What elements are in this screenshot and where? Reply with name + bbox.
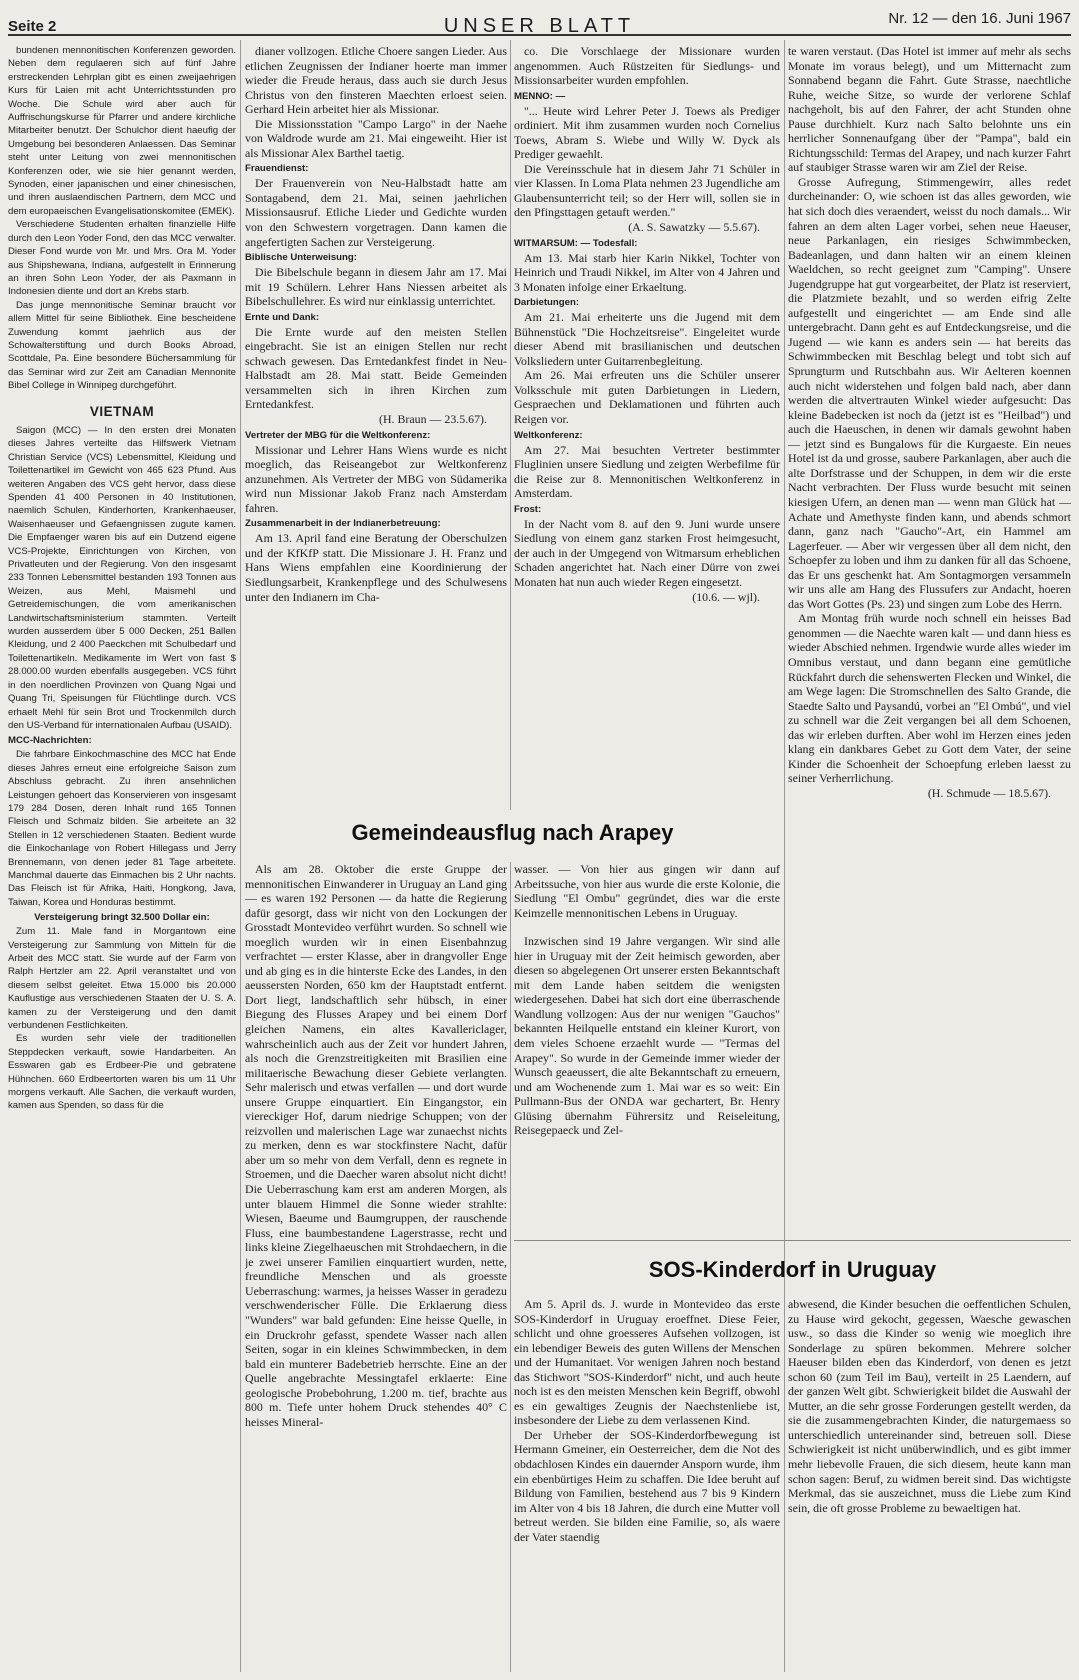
column-1 xyxy=(8,44,236,1674)
section-label: Vertreter der MBG für die Weltkonferenz: xyxy=(245,429,431,441)
paragraph: Am Montag früh wurde noch schnell ein heisses Bad genommen — die Naechte waren kalt — und dann hiess es wieder Abschied nehmen. Irgendwie wurde alles wieder im Omnibus verstaut, und dann begann eine gemütliche Rückfahrt durch die sehenswerten Flecken und Winkel, die am Wege lagen: Die Stromschnellen des Salto Grande, die Staedte Salto und Paysandú, vorbei an "El Ombú", und viel zu schnell war die Zeit vergangen bei all dem Schoenen, das wir erleben durften. Aber wohl im Herzen eines jeden klang ein dankbares Gebet zu Gott dem Vater, der seine Kinder die Schoenheit der Schoepfung erleben laesst zu seiner Verherrlichung. xyxy=(788,611,1071,786)
page-number: Seite 2 xyxy=(8,18,57,35)
paragraph: Als am 28. Oktober die erste Gruppe der mennonitischen Einwanderer in Uruguay an Land ging — es waren 192 Personen — da hatte die Regierung dafür gesorgt, dass wir nicht von den Lockungen der Grosstadt Montevideo verführt wurden. So schnell wie moeglich wurden wir in einen Eisenbahnzug verfrachtet — erster Klasse, aber in drangvoller Enge und ab ging es in die hinterste Ecke des Landes, in den aeussersten Norden, 650 km der Hauptstadt entfernt. Dort liegt, landschaftlich sehr hübsch, in einer Biegung des Flusses Arapey und bei einem Dorf gleichen Namens, ein altes Kavallericlager, wahrscheinlich auch aus der Zeit vor hundert Jahren, als noch die Grenzstreitigkeiten mit Brasilien eine militaerische Bewachung dieser Gebiete verlangten. Sehr malerisch und etwas verfallen — und dort wurde unsere Gruppe einquartiert. Ein Eingangstor, ein viereckiger Hof, darum niedrige Schuppen; von der reizvollen und malerischen Lage war zunaechst nichts zu merken, denn es war stockfinstere Nacht, dafür aber um so mehr von dem Verfall, denn es regnete in Stroemen, und die Daecher waren absolut nicht dicht! Die Ueberraschung kam erst am anderen Morgen, als unter blauem Himmel die Sonne wieder strahlte: Wiesen, Baeume und Baumgruppen, der rauschende Fluss, eine baumbestandene Lagerstrasse, recht und links kleine Ziegelhaeuschen mit Strohdaechern, in die je zwei unserer Familien einquartiert wurden, nette, freundliche Menschen und als groesste Ueberraschung: warmes, ja heisses Wasser in geradezu verschwenderischer Fülle. Die Erklaerung diess "Wunders" war bald gefunden: Eine heisse Quelle, in ein Druckrohr gefasst, spendete Wasser nach allen Seiten, sogar in ein kleines Schwimmbecken, in dem bald ein munterer Badebetrieb herrschte. Eine an der Quelle angebrachte Messingtafel erklaerte: Eine geologische Probebohrung, 1.200 m. tief, brachte aus 800 m. Tiefe unter hohem Druck stehendes 40° C heisses Mineral- xyxy=(245,862,507,1429)
paragraph: dianer vollzogen. Etliche Choere sangen Lieder. Aus etlichen Zeugnissen der Indianer hoerte man immer wieder die Freude heraus, dass auch sie durch Jesus Christus von den finsteren Maechten erloest seien. Gerhard Hein arbeitet hier als Missionar. xyxy=(245,44,507,117)
page-header xyxy=(8,4,1071,36)
paragraph: Die Vereinsschule hat in diesem Jahr 71 Schüler in vier Klassen. In Loma Plata nehmen 23 Jugendliche am Glaubensunterricht teil; so der Herr will, sollen sie in den Pfingsttagen getauft werden." xyxy=(514,161,780,220)
signature: (A. S. Sawatzky — 5.5.67). xyxy=(628,220,760,235)
paragraph: Am 27. Mai besuchten Vertreter bestimmter Fluglinien unsere Siedlung und zeigten Werbefilme für die Reise zur 8. Mennonitischen Weltkonferenz in Amsterdam. xyxy=(514,442,780,501)
column-rule xyxy=(784,40,785,1672)
column-4 xyxy=(788,44,1071,1224)
vietnam-paragraph: Saigon (MCC) — In den ersten drei Monaten dieses Jahres verteilte das Hilfswerk Vietnam Christian Service (VCS) Lebensmittel, Kleidung und Toilettenartikel im Gewicht von 465 623 Pfund. Aus weiteren Angaben des VCS geht hervor, dass diese Spenden 41 400 Personen in 40 Institutionen, naemlich Schulen, Kinderhorten, Krankenhaeuser, Waisenhaeuser und Gefaengnissen zugute kamen. Die Empfaenger waren bis auf ein Dutzend eigene VCS-Projekte, Einrichtungen von Kirchen, von Privatleuten und der Regierung. Von den insgesamt 233 Tonnen Lebensmittel bestanden 193 Tonnen aus Weizen, aus Mehl, Maismehl und Getreidemischungen, die vom amerikanischen Landwirtschaftsministerium stammten. Verteilt wurden ausserdem über 5 000 Decken, 251 Ballen Kleidung, und 2 400 Paeckchen mit Schulbedarf und Toilettenartikeln. Medikamente im Wert von fast $ 28.000.00 wurden ebenfalls ausgegeben. VCS führt in den noerdlichen Provinzen von Quang Ngai und Quang Tri, Speisungen für Flüchtlinge durch. VCS erhaelt Mehl für sein Brot und Trockenmilch durch den US-Verband für internationalen Aufbau (USAID). xyxy=(8,424,236,731)
auction-label: Versteigerung bringt 32.500 Dollar ein: xyxy=(34,912,210,924)
paragraph: Am 13. Mai starb hier Karin Nikkel, Tochter von Heinrich und Traudi Nikkel, im Alter von 4 Jahren und 3 Monaten infolge einer Erkaeltung. xyxy=(514,250,780,294)
section-rule xyxy=(514,1240,1071,1241)
paragraph: Am 13. April fand eine Beratung der Oberschulzen und der KfKfP statt. Die Missionare J. H. Franz und Hans Wiens empfahlen eine Koordinierung der Siedlungsarbeit, Krankenpflege und des Schulwesens unter den Indianern im Cha- xyxy=(245,531,507,604)
auction-paragraph: Es wurden sehr viele der traditionellen Steppdecken verkauft, sowie Handarbeiten. An Esswaren gab es Erdbeer-Pie und gebratene Hühnchen. 660 Erdbeertorten waren bis um 11 Uhr morgens verkauft. Alle Sachen, die verkauft wurden, kamen aus Spenden, so dass für die xyxy=(8,1033,236,1112)
column-rule xyxy=(240,40,241,1672)
paragraph: Grosse Aufregung, Stimmengewirr, alles redet durcheinander: O, wie schoen ist das alles geworden, wie hat sich doch dies veraendert, weisst du noch damals... Wir fahren an dem alten Lager vorbei, sehen neue Haeuser, neue Parkanlagen, ein riesiges Schwimmbecken, Badeanlagen, und dann halten wir an einem kleinen Waeldchen, so recht geeignet zum "Camping". Unsere Jugendgruppe hat gut vorgearbeitet, der Platz ist reserviert, die Platzmiete bezahlt, und so werden eifrig Zelte aufgestellt und eingerichtet — am Ende sind alle untergebracht. Dann geht es auf Entdeckungsreise, und die Jugend — wie kann es anders sein — hat bereits das Schwimmbecken mit Beschlag belegt und tobt sich auf Sprungturm und Rutschbahn aus. Wir Aelteren koennen auch nicht widerstehen und folgen bald nach, aber dann werden die altvertrauten Winkel wieder aufgesucht: Das kleine Badebecken ist noch da (jetzt ist es "Heilbad") und auch die Haeuschen, in denen wir damals gewohnt haben — jetzt sind es Bungalows für die Kurgaeste. Ein neues Hotel ist da und grosse, saubere Parkanlagen, aber auch die alte Dorfstrasse und der Schuppen, in dem wir die erste Nacht verbrachten. Der Fluss wurde besucht mit seinen kiesigen Ufern, an denen man — wenn man Glück hat — Achate und Amethyste finden kann, und abends schmort dann, ganz nach "Gaucho"-Art, ein Hammel am Lagerfeuer. — Aber wir vergessen über all dem nicht, den Schoepfer zu loben und ihm zu danken für all das Schoene, das Er uns geschenkt hat. Am Sontagmorgen versammeln wir uns alle am Hang des Flussufers zur Andacht, hoeren das Wort Gottes (Ps. 23) und singen zum Lobe des Herrn. xyxy=(788,174,1071,611)
paragraph: te waren verstaut. (Das Hotel ist immer auf mehr als sechs Monate im voraus belegt), und um Mitternacht zum Sonnabend begann die Fahrt. Gute Strasse, naechtliche Ruhe, weiche Sitze, so wurde der verlorene Schlaf nachgeholt, bis auf den Fahrer, der acht Stunden ohne Pause durchhielt. Kurz nach Salto belohnte uns ein herrlicher Sonnenaufgang über der "Pampa", bald ein Richtungsschild: Termas del Arapey, und nach kurzer Fahrt auf staubiger Strasse waren wir am Ziel der Reise. xyxy=(788,44,1071,175)
paragraph: Am 5. April ds. J. wurde in Montevideo das erste SOS-Kinderdorf in Uruguay eroeffnet. Diese Feier, schlicht und ohne groesseres Aufsehen vollzogen, ist ein lebendiger Beweis des guten Willens der Menschen und der Humanitaet. Vor wenigen Jahren noch bestand das Stichwort "SOS-Kinderdorf" nicht, und auch heute noch ist es den meisten Menschen kein Begriff, obwohl es ein gewaltiges Zeugnis der Naechstenliebe ist, insbesondere der Liebe zu dem verlassenen Kind. xyxy=(514,1297,780,1428)
signature: (H. Schmude — 18.5.67). xyxy=(927,785,1051,800)
paragraph: Inzwischen sind 19 Jahre vergangen. Wir sind alle hier in Uruguay mit der Zeit heimisch geworden, aber diesen so abgelegenen Ort unserer ersten Bekanntschaft mit dem Lande haben seitdem die wenigsten wiedergesehen. Dabei hat sich dort eine überraschende Wandlung vollzogen: Aus der nur wenigen "Gauchos" bekannten Heilquelle entstand ein kleiner Kurort, von dem vieles Schoene erzaehlt wurde — "Termas del Arapey". So wurde in der Gemeinde immer wieder der Wunsch geaeussert, die alte Bekanntschaft zu erneuern, und am Wochenende zum 1. Mai war es so weit: Ein Pullmann-Bus der ONDA war gechartert, Br. Henry Glüsing übernahm Führersitz und Reiseleitung, Reisegepaeck und Zel- xyxy=(514,934,780,1138)
section-label: Frost: xyxy=(514,503,542,515)
section-label: Zusammenarbeit in der Indianerbetreuung: xyxy=(245,518,441,530)
section-label: Ernte und Dank: xyxy=(245,311,320,323)
section-label: Darbietungen: xyxy=(514,297,580,309)
section-label: MENNO: — xyxy=(514,90,566,102)
paragraph: Missionar und Lehrer Hans Wiens wurde es nicht moeglich, das Reiseangebot zur Weltkonferenz anzunehmen. Als Vertreter der MBG von Südamerika wird nun Missionar Jakob Franz nach Amsterdam fahren. xyxy=(245,442,507,515)
section-label: Weltkonferenz: xyxy=(514,429,583,441)
auction-paragraph: Zum 11. Male fand in Morgantown eine Versteigerung zur Sammlung von Mitteln für die Arbeit des MCC statt. Sie wurde auf der Farm von Ralph Hertzler am 22. April veranstaltet und von diesem selbst geleitet. Etwa 15.000 bis 20.000 Kauflustige aus verschiedenen Staaten der U. S. A. kamen zu der Versteigerung und den damit verbundenen Festlichkeiten. xyxy=(8,926,236,1032)
paragraph: Die Ernte wurde auf den meisten Stellen eingebracht. Sie ist an einigen Stellen nur recht schwach gewesen. Das Erntedankfest findet in Neu-Halbstadt am 28. Mai statt. Beide Gemeinden versammelten sich in ihren Kirchen zum Erntedankfest. xyxy=(245,324,507,412)
vietnam-heading: VIETNAM xyxy=(89,403,155,419)
section-label: Frauendienst: xyxy=(245,163,309,175)
sos-column-1 xyxy=(514,1297,780,1672)
paragraph: "... Heute wird Lehrer Peter J. Toews als Prediger ordiniert. Mit ihm zusammen wurden noch Cornelius Toews, Abram S. Wiebe und Willy W. Dyck als Prediger gewaehlt. xyxy=(514,103,780,162)
arapey-column-2 xyxy=(514,862,780,1250)
paragraph: In der Nacht vom 8. auf den 9. Juni wurde unsere Siedlung von einem ganz starken Frost heimgesucht, der auch in der Umgegend von Witmarsum erheblichen Schaden angerichtet hat. Nach einer Dürre von zwei Monaten hat nun auch wieder Regen eingesetzt. xyxy=(514,516,780,589)
paragraph: Der Frauenverein von Neu-Halbstadt hatte am Sontagabend, dem 21. Mai, seinen jaehrlichen Missionsausruf. Etliche Lieder und Gedichte wurden von den Schwestern vorgetragen. Dann kamen die angefertigten Sachen zur Versteigerung. xyxy=(245,176,507,249)
intro-paragraph: bundenen mennonitischen Konferenzen geworden. Neben dem regulaeren sich auf fünf Jahre erstreckenden Lehrplan gibt es einen zweijaehrigen Kurs für Laien mit acht Unterrichtsstunden pro Woche. Die Schule wird aber auch für Auffrischungskurse für Pfarrer und andere kirchliche Mitarbeiter benutzt. Der Schulchor dient haeufig der Umgebung bei besonderen Anlaessen. Das Seminar steht unter Leitung von zwei mennonitischen Konferenzen oder, wie sie hier genannt werden, Synoden, einer japanischen und einer chinesischen, und ihren auslaendischen Partnern, dem MCC und dem europaeischen Evangelisationskomitee (EMEK). xyxy=(8,45,236,217)
mcc-paragraph: Die fahrbare Einkochmaschine des MCC hat Ende dieses Jahres erneut eine erfolgreiche Saison zum Abschluss gebracht. Zu ihren ansehnlichen Leistungen gehoert das Konservieren von insgesamt 179 284 Dosen, deren Inhalt rund 165 Tonnen Fleisch und Schmalz bilden. Sie arbeitete an 32 Stellen in 12 verschiedenen Staaten. Bedient wurde die Einkochanlage von Robert Hillegass und Jerry Brennemann, von denen jeder 81 Tage arbeitete. Manchmal dauerte das Einmachen bis 2 Uhr nachts. Das Fleisch ist für Afrika, Haiti, Hongkong, Java, Taiwan, Korea und Honduras bestimmt. xyxy=(8,749,236,908)
paragraph: abwesend, die Kinder besuchen die oeffentlichen Schulen, zu Hause wird gekocht, gegessen, Waesche gewaschen usw., so dass die Kinder so wenig wie moeglich ihre Sonderlage zu spüren bekommen. Mehrere solcher Haeuser bilden eben das Kinderdorf, von denen es jetzt schon 60 (zum Teil im Bau), verteilt in 25 Laendern, auf der ganzen Welt gibt. Schwierigkeit bildet die Auswahl der Mutter, an die sehr grosse Forderungen gestellt werden, da sie die zusammengebrachten Kinder, die naturgemaess so unterschiedlich untereinander sind, betreuen soll. Diese Schwierigkeit ist nicht unüberwindlich, und es gibt immer mehr liebevolle Frauen, die sich diesem, heute kann man schon sagen: Beruf, zu widmen bereit sind. Das wichtigste Merkmal, das sie auszeichnet, muss die Liebe zum Kind sein, die oft grosse Probleme zu bewaeltigen hat. xyxy=(788,1297,1071,1515)
signature: (H. Braun — 23.5.67). xyxy=(379,412,487,427)
column-3 xyxy=(514,44,780,834)
section-label: Biblische Unterweisung: xyxy=(245,252,357,264)
column-rule xyxy=(510,40,511,810)
signature: (10.6. — wjl). xyxy=(692,589,760,604)
arapey-headline: Gemeindeausflug nach Arapey xyxy=(351,820,674,845)
column-2 xyxy=(245,44,507,834)
paragraph: Am 26. Mai erfreuten uns die Schüler unserer Volksschule mit guten Darbietungen in Liedern, Gespraechen und Deklamationen und führten auch Reigen vor. xyxy=(514,368,780,427)
mcc-news-label: MCC-Nachrichten: xyxy=(8,735,92,747)
column-rule xyxy=(510,862,511,1672)
sos-column-2 xyxy=(788,1297,1071,1672)
issue-date: Nr. 12 — den 16. Juni 1967 xyxy=(888,10,1071,27)
newspaper-title: UNSER BLATT xyxy=(443,15,636,37)
section-label: WITMARSUM: — Todesfall: xyxy=(514,237,638,249)
paragraph: co. Die Vorschlaege der Missionare wurden angenommen. Auch Rüstzeiten für Siedlungs- und Missionsarbeiter wurden empfohlen. xyxy=(514,44,780,88)
paragraph: wasser. — Von hier aus gingen wir dann auf Arbeitssuche, von hier aus wurde die erste Kolonie, die Siedlung "El Ombu" gegründet, dies war die erste Keimzelle mennonitischen Lebens in Uruguay. xyxy=(514,862,780,920)
sos-headline: SOS-Kinderdorf in Uruguay xyxy=(648,1257,937,1282)
paragraph: Am 21. Mai erheiterte uns die Jugend mit dem Bühnenstück "Die Hochzeitsreise". Eingeleitet wurde dieser Abend mit brasilianischen und deutschen Volksliedern unter Guitarrenbegleitung. xyxy=(514,310,780,368)
paragraph: Die Missionsstation "Campo Largo" in der Naehe von Waldrode wurde am 21. Mai eingeweiht. Hier ist als Missionar Alex Barthel taetig. xyxy=(245,116,507,160)
intro-paragraph: Das junge mennonitische Seminar braucht vor allem Mittel für seine Bibliothek. Eine bescheidene Zuwendung kommt jaehrlich aus der Schowalterstiftung und durch Books Abroad, Scottdale, Pa. Eine besondere Büchersammlung für das Seminar wird zur Zeit am Canadian Mennonite Bibel College in Winnipeg durchgeführt. xyxy=(8,299,236,392)
paragraph: Der Urheber der SOS-Kinderdorfbewegung ist Hermann Gmeiner, ein Oesterreicher, dem die Not des obdachlosen Kindes ein dauernder Ansporn wurde, ihm ein ebenbürtiges Heim zu schaffen. Die Idee beruht auf Bildung von Familien, bestehend aus 7 bis 9 Kindern im Alter von 4 bis 18 Jahren, die durch eine Mutter voll betreut werden. Sie bilden eine Familie, so, als waere der Vater staendig xyxy=(514,1427,780,1544)
arapey-column-1 xyxy=(245,862,507,1672)
paragraph: Die Bibelschule begann in diesem Jahr am 17. Mai mit 19 Schülern. Lehrer Hans Niessen arbeitet als Bibelschullehrer. Es wird nur einklassig unterrichtet. xyxy=(245,265,507,309)
intro-paragraph: Verschiedene Studenten erhalten finanzielle Hilfe durch den Leon Yoder Fond, den das MCC verwalter. Dieser Fond wurde von Mr. und Mrs. Ora M. Yoder aus Shipshewana, Indiana, aufgestellt in Erinnerung an ihren Sohn Leon Yoder, der als Paxmann in Indonesien diente und dort an Krebs starb. xyxy=(8,219,236,298)
